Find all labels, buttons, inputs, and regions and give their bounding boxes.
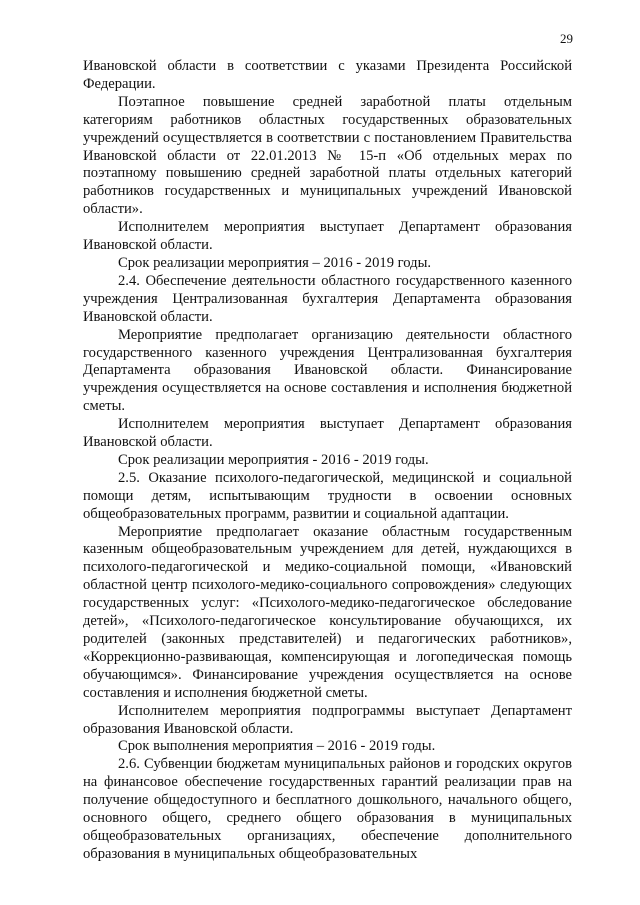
section-heading: 2.5. Оказание психолого-педагогической, медицинской и социальной помощи детям, испытывающим трудности в освоении основных общеобразовательных программ, развитии и социальной адаптации. [83, 469, 572, 522]
paragraph: Срок выполнения мероприятия – 2016 - 2019 годы. [118, 738, 436, 755]
document-body [83, 58, 572, 864]
paragraph: Срок реализации мероприятия - 2016 - 2019 годы. [118, 451, 429, 468]
paragraph: Исполнителем мероприятия подпрограммы выступает Департамент образования Ивановской области. [83, 702, 572, 737]
paragraph: Поэтапное повышение средней заработной платы отдельным категориям работников областных государственных образовательных учреждений осуществляется в соответствии с постановлением Правительства Ивановской области от 22.01.2013 № 15-п «Об отдельных мерах по поэтапному повышению средней заработной платы отдельных категорий работников государственных и муниципальных учреждений Ивановской области». [83, 93, 572, 218]
paragraph: Мероприятие предполагает организацию деятельности областного государственного казенного учреждения Централизованная бухгалтерия Департамента образования Ивановской области. Финансирование учреждения осуществляется на основе составления и исполнения бюджетной сметы. [83, 326, 572, 415]
paragraph: Мероприятие предполагает оказание областным государственным казенным общеобразовательным учреждением для детей, нуждающихся в психолого-педагогической и медико-социальной помощи, «Ивановский областной центр психолого-медико-социального сопровождения» следующих государственных услуг: «Психолого-медико-педагогическое обследование детей», «Психолого-педагогическое консультирование обучающихся, их родителей (законных представителей) и педагогических работников», «Коррекционно-развивающая, компенсирующая и логопедическая помощь обучающимся». Финансирование учреждения осуществляется на основе составления и исполнения бюджетной сметы. [83, 523, 572, 701]
section-heading: 2.4. Обеспечение деятельности областного государственного казенного учреждения Централизованная бухгалтерия Департамента образования Ивановской области. [83, 272, 572, 325]
paragraph: Ивановской области в соответствии с указами Президента Российской Федерации. [83, 58, 572, 92]
paragraph: Исполнителем мероприятия выступает Департамент образования Ивановской области. [83, 219, 572, 254]
page-number: 29 [560, 31, 573, 46]
section-heading: 2.6. Субвенции бюджетам муниципальных районов и городских округов на финансовое обеспечение государственных гарантий реализации прав на получение общедоступного и бесплатного дошкольного, начального общего, основного общего, среднего общего образования в муниципальных общеобразовательных организациях, обеспечение дополнительного образования в муниципальных общеобразовательных [83, 756, 572, 862]
paragraph: Исполнителем мероприятия выступает Департамент образования Ивановской области. [83, 416, 572, 451]
paragraph: Срок реализации мероприятия – 2016 - 2019 годы. [118, 254, 432, 271]
